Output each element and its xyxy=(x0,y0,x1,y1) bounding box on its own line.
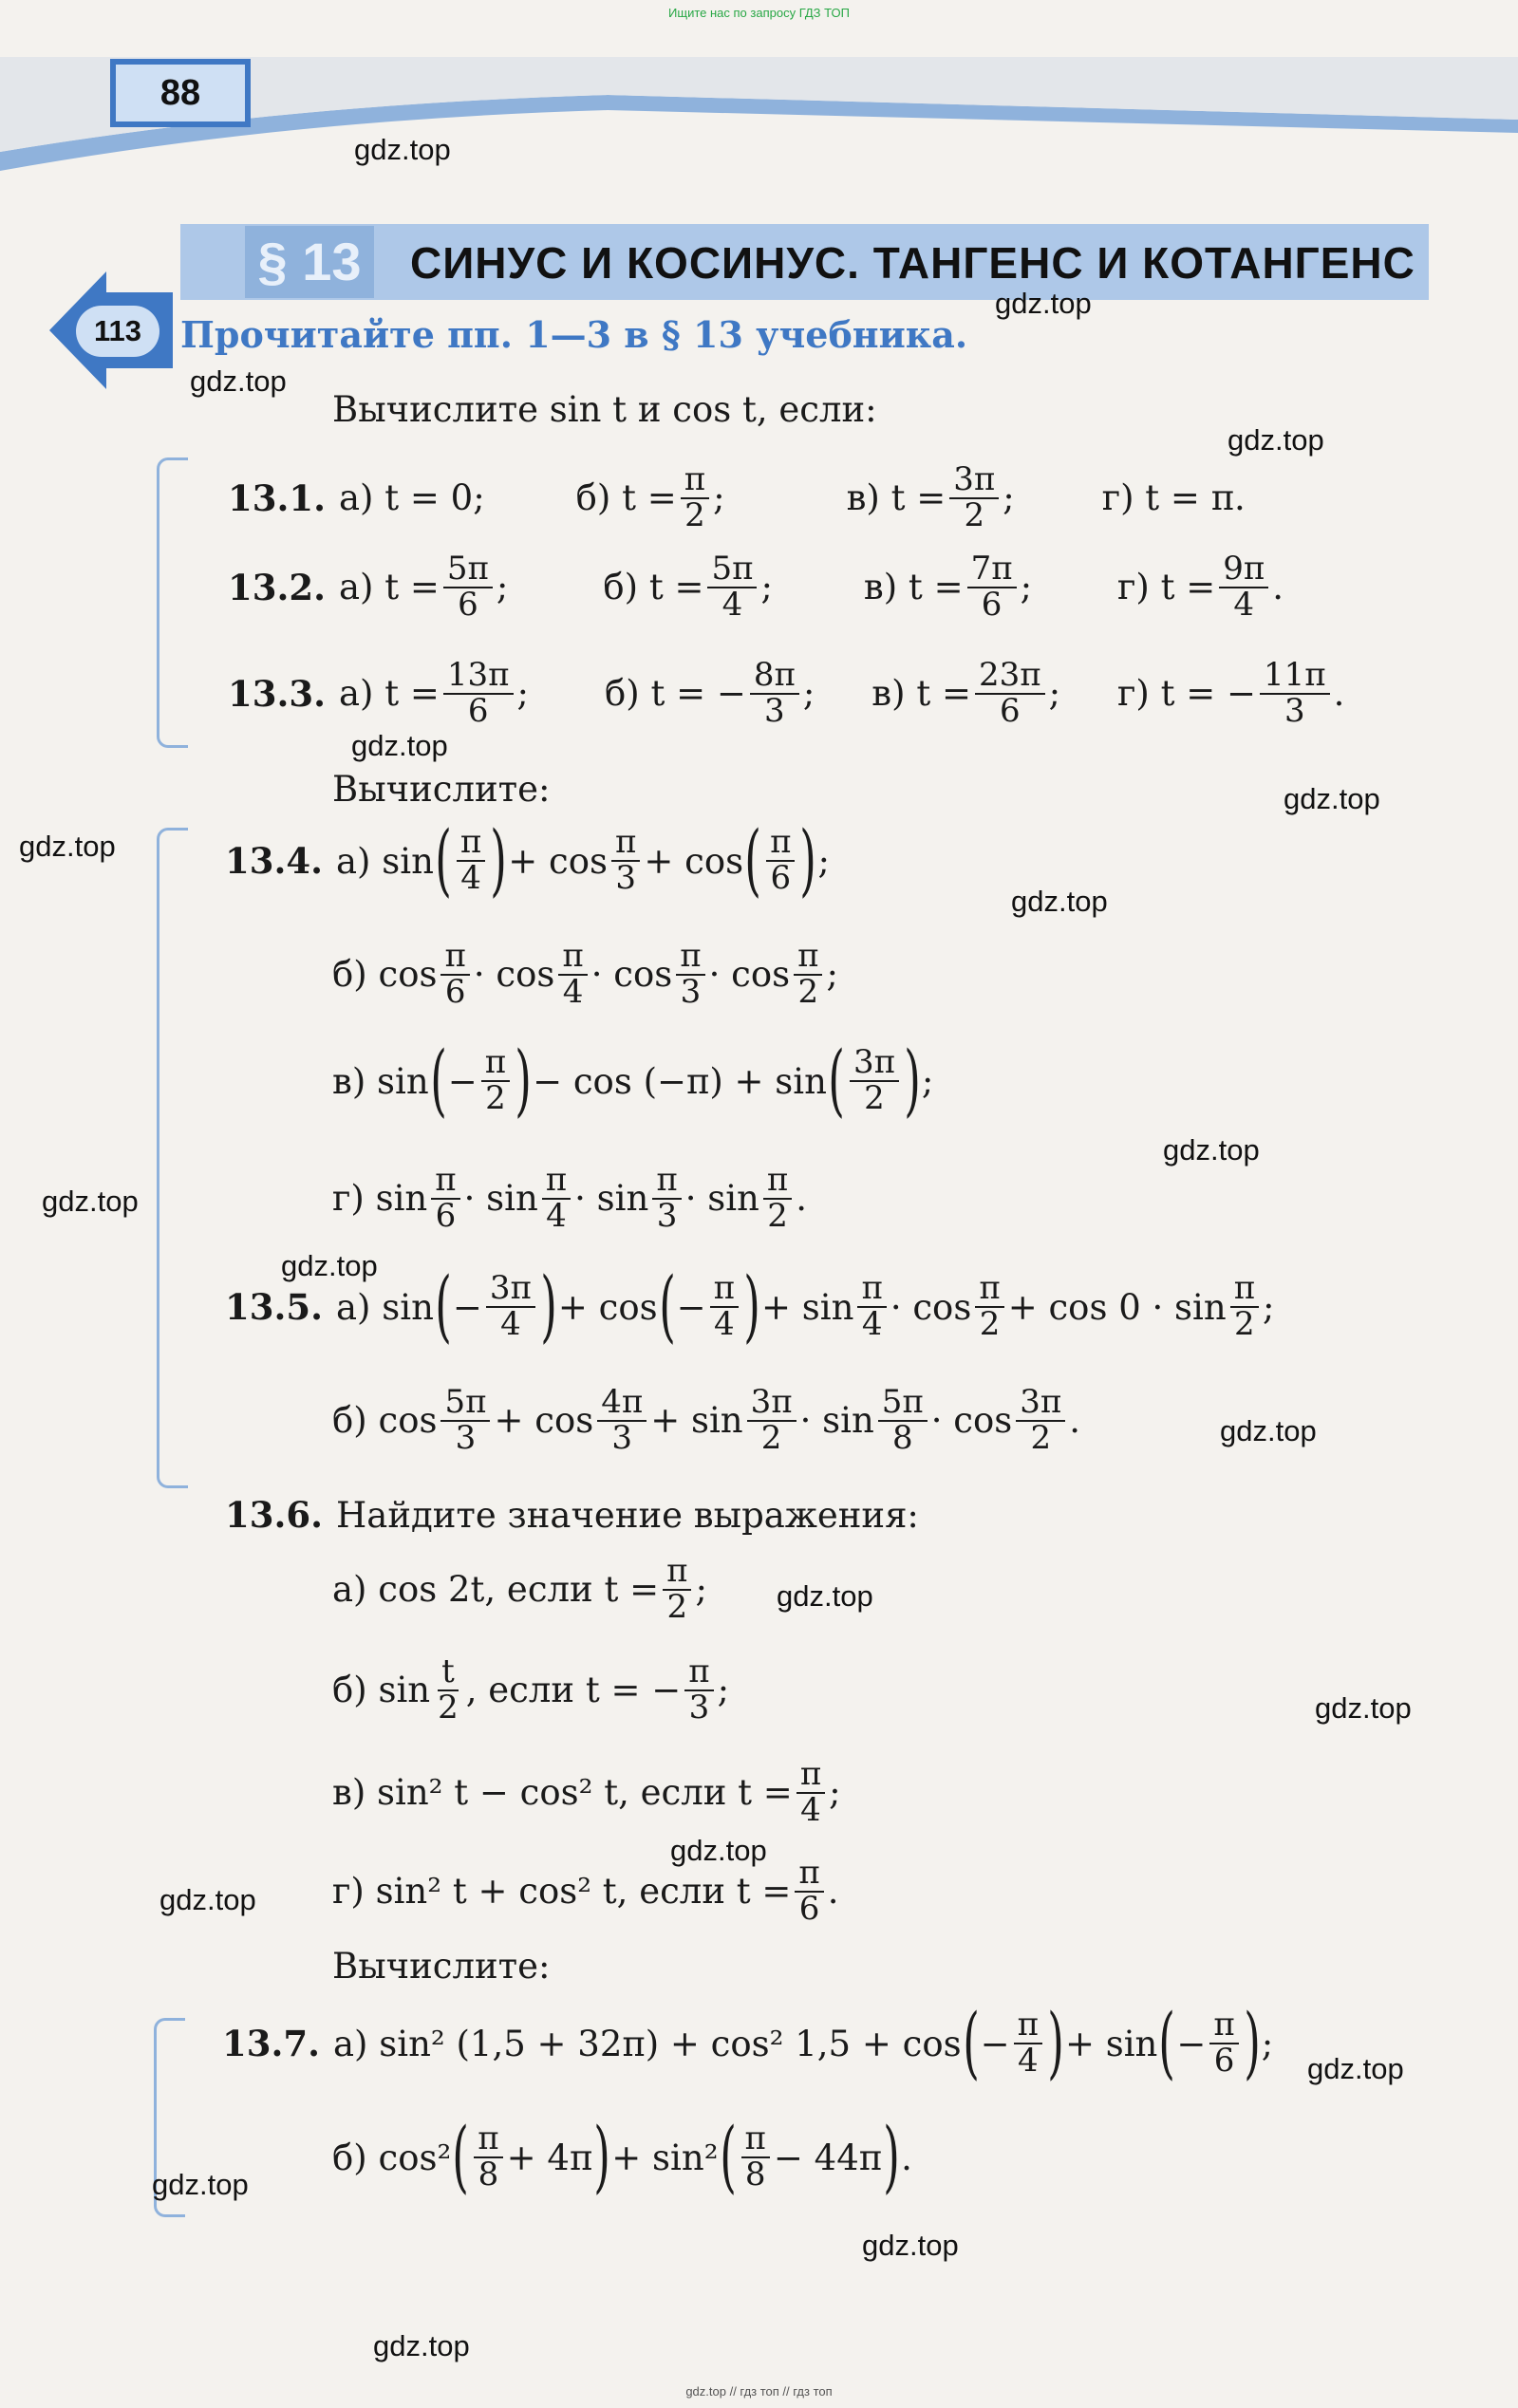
semicolon: ; xyxy=(760,567,773,608)
fraction xyxy=(1209,2008,1238,2078)
denominator: 8 xyxy=(891,1418,913,1457)
problem-13-4-b xyxy=(332,937,838,1011)
paren-open: ( xyxy=(962,1998,980,2088)
period: . xyxy=(827,1871,839,1913)
problem-13-7-b xyxy=(332,2112,912,2202)
watermark: gdz.top xyxy=(1228,423,1324,457)
text: + sin xyxy=(650,1400,743,1442)
numerator: π xyxy=(681,463,709,499)
problem-13-3 xyxy=(228,656,1345,730)
part-a: а) t = xyxy=(339,567,440,608)
text: , если t = − xyxy=(465,1670,682,1711)
numerator: 5π xyxy=(440,1386,490,1422)
fraction xyxy=(857,1269,886,1343)
numerator: π xyxy=(611,826,640,862)
paren-close: ) xyxy=(515,1036,532,1126)
watermark: gdz.top xyxy=(862,2229,959,2262)
text: Найдите значение выражения: xyxy=(336,1494,919,1536)
paren-open: ( xyxy=(719,2112,737,2202)
numerator: π xyxy=(684,1655,713,1691)
fraction xyxy=(597,1383,647,1457)
numerator: π xyxy=(741,2122,770,2158)
numerator: π xyxy=(542,1164,571,1200)
denominator: 3 xyxy=(680,972,702,1011)
text: + cos xyxy=(644,840,744,882)
fraction xyxy=(795,1854,823,1928)
part-a: а) t = 0; xyxy=(339,477,485,519)
paren-close: ) xyxy=(904,1036,921,1126)
text: в) sin² t − cos² t, если t = xyxy=(332,1772,793,1814)
part-v: в) t = xyxy=(871,673,971,715)
fraction xyxy=(474,2119,502,2193)
problem-number: 13.7. xyxy=(222,2023,320,2064)
text: б) cos xyxy=(332,1400,438,1442)
fraction xyxy=(707,552,757,622)
watermark: gdz.top xyxy=(777,1579,873,1613)
fraction xyxy=(440,937,469,1011)
numerator: 3π xyxy=(486,1272,535,1308)
numerator: π xyxy=(474,2122,502,2158)
problem-number: 13.1. xyxy=(228,476,326,519)
denominator: 2 xyxy=(684,495,705,534)
fraction xyxy=(796,1755,825,1829)
denominator: 8 xyxy=(478,2156,499,2193)
numerator: 11π xyxy=(1260,659,1330,695)
numerator: π xyxy=(440,940,469,976)
numerator: 9π xyxy=(1219,552,1268,588)
paren-close: ) xyxy=(540,1261,557,1352)
paren-close: ) xyxy=(593,2112,611,2202)
part-g: г) t = − xyxy=(1117,673,1257,715)
paren-close: ) xyxy=(1047,1998,1064,2088)
paren-open: ( xyxy=(429,1036,447,1126)
text: + cos xyxy=(494,1400,594,1442)
denominator: 6 xyxy=(798,1889,820,1928)
denominator: 2 xyxy=(760,1418,782,1457)
part-g: г) t = xyxy=(1117,567,1216,608)
problem-number: 13.3. xyxy=(228,672,326,715)
numerator: π xyxy=(652,1164,681,1200)
denominator: 4 xyxy=(714,1305,735,1343)
numerator: π xyxy=(1014,2008,1042,2044)
part-b: б) t = xyxy=(603,567,704,608)
semicolon: ; xyxy=(817,840,830,882)
minus: − xyxy=(676,1286,706,1328)
text: · sin xyxy=(574,1178,649,1220)
fraction xyxy=(967,552,1017,622)
watermark: gdz.top xyxy=(19,830,116,863)
paren-open: ( xyxy=(744,815,761,905)
numerator: 4π xyxy=(597,1386,647,1422)
numerator: π xyxy=(676,940,704,976)
fraction xyxy=(1014,2008,1042,2078)
numerator: 5π xyxy=(878,1386,928,1422)
denominator: 2 xyxy=(767,1196,788,1235)
denominator: 2 xyxy=(797,972,819,1011)
numerator: π xyxy=(710,1272,739,1308)
problem-13-6-title xyxy=(225,1494,919,1536)
denominator: 4 xyxy=(861,1305,883,1343)
semicolon: ; xyxy=(1261,2023,1274,2064)
watermark: gdz.top xyxy=(1307,2052,1404,2085)
section-title: СИНУС И КОСИНУС. ТАНГЕНС И КОТАНГЕНС xyxy=(410,238,1415,288)
part-g: г) t = π. xyxy=(1101,477,1246,519)
period: . xyxy=(1333,673,1345,715)
heading-compute-sin-cos: Вычислите sin t и cos t, если: xyxy=(332,389,877,430)
watermark: gdz.top xyxy=(159,1883,256,1916)
denominator: 4 xyxy=(562,972,584,1011)
denominator: 3 xyxy=(455,1418,477,1457)
denominator: 3 xyxy=(764,691,785,730)
watermark: gdz.top xyxy=(1220,1414,1317,1447)
paren-close: ) xyxy=(743,1261,760,1352)
semicolon: ; xyxy=(516,673,529,715)
paren-open: ( xyxy=(435,1261,452,1352)
minus: − xyxy=(980,2023,1010,2064)
paren-close: ) xyxy=(883,2112,900,2202)
denominator: 2 xyxy=(1234,1305,1255,1343)
numerator: π xyxy=(794,940,822,976)
text: − 44π xyxy=(773,2137,883,2178)
text: · cos xyxy=(590,954,673,996)
text: а) sin xyxy=(336,1286,434,1328)
bottom-note: gdz.top // гдз топ // гдз топ xyxy=(685,2384,833,2399)
denominator: 4 xyxy=(500,1305,521,1343)
problem-number: 13.5. xyxy=(225,1286,323,1328)
watermark: gdz.top xyxy=(995,287,1092,320)
watermark: gdz.top xyxy=(42,1185,139,1218)
denominator: 6 xyxy=(770,859,792,897)
text: г) sin² t + cos² t, если t = xyxy=(332,1871,792,1913)
text: − cos (−π) + sin xyxy=(533,1060,827,1102)
numerator: 13π xyxy=(443,659,514,695)
fraction xyxy=(1230,1269,1259,1343)
fraction xyxy=(766,823,795,897)
part-v: в) t = xyxy=(863,567,964,608)
text: + sin xyxy=(1064,2023,1158,2064)
numerator: π xyxy=(763,1164,792,1200)
denominator: 4 xyxy=(546,1196,567,1235)
semicolon: ; xyxy=(695,1569,707,1611)
text: б) sin xyxy=(332,1670,431,1711)
denominator: 4 xyxy=(1017,2042,1039,2080)
denominator: 2 xyxy=(1030,1418,1052,1457)
fraction xyxy=(747,1383,796,1457)
semicolon: ; xyxy=(1263,1286,1275,1328)
minus: − xyxy=(1176,2023,1207,2064)
denominator: 3 xyxy=(656,1196,678,1235)
text: · sin xyxy=(684,1178,759,1220)
fraction xyxy=(611,823,640,897)
fraction xyxy=(558,937,587,1011)
problem-13-7-a xyxy=(222,1998,1274,2088)
semicolon: ; xyxy=(717,1670,730,1711)
denominator: 2 xyxy=(666,1587,688,1626)
problem-13-6-a xyxy=(332,1552,707,1626)
problem-13-6-v xyxy=(332,1755,841,1829)
watermark: gdz.top xyxy=(354,133,451,166)
paren-close: ) xyxy=(490,815,508,905)
denominator: 3 xyxy=(688,1688,710,1727)
fraction xyxy=(440,1383,490,1457)
denominator: 2 xyxy=(864,1079,885,1117)
denominator: 4 xyxy=(722,585,743,624)
text: + 4π xyxy=(506,2137,593,2178)
text: · cos xyxy=(708,954,791,996)
denominator: 6 xyxy=(467,691,489,730)
numerator: π xyxy=(457,826,485,862)
fraction xyxy=(1219,552,1268,622)
watermark: gdz.top xyxy=(670,1834,767,1867)
text: г) sin xyxy=(332,1178,428,1220)
watermark: gdz.top xyxy=(373,2329,470,2362)
text: · cos xyxy=(930,1400,1013,1442)
heading-compute: Вычислите: xyxy=(332,769,551,810)
paren-open: ( xyxy=(658,1261,676,1352)
semicolon: ; xyxy=(802,673,815,715)
semicolon: ; xyxy=(829,1772,841,1814)
fraction xyxy=(663,1552,691,1626)
problem-number: 13.6. xyxy=(225,1494,323,1536)
text: + sin xyxy=(761,1286,854,1328)
fraction xyxy=(481,1043,510,1117)
paragraph-badge: § 13 xyxy=(245,226,374,298)
fraction xyxy=(443,656,514,730)
numerator: π xyxy=(1230,1272,1259,1308)
part-b: б) t = − xyxy=(604,673,746,715)
part-a: а) t = xyxy=(339,673,440,715)
numerator: 3π xyxy=(949,463,999,499)
numerator: 3π xyxy=(747,1386,796,1422)
text: + sin² xyxy=(611,2137,719,2178)
semicolon: ; xyxy=(1003,477,1015,519)
watermark: gdz.top xyxy=(152,2168,249,2201)
numerator: 3π xyxy=(850,1046,899,1082)
denominator: 2 xyxy=(438,1688,459,1727)
text: б) cos xyxy=(332,954,438,996)
fraction xyxy=(1260,656,1330,730)
denominator: 6 xyxy=(1213,2042,1235,2080)
page-number: 88 xyxy=(110,59,251,127)
denominator: 3 xyxy=(1284,691,1305,730)
numerator: π xyxy=(1209,2008,1238,2044)
denominator: 8 xyxy=(744,2156,766,2193)
period: . xyxy=(1272,567,1284,608)
fraction xyxy=(850,1043,899,1117)
denominator: 6 xyxy=(444,972,466,1011)
denominator: 6 xyxy=(999,691,1021,730)
semicolon: ; xyxy=(496,567,509,608)
fraction xyxy=(681,460,709,534)
paren-open: ( xyxy=(828,1036,845,1126)
numerator: 5π xyxy=(707,552,757,588)
fraction xyxy=(949,460,999,534)
denominator: 4 xyxy=(1233,585,1255,624)
numerator: π xyxy=(558,940,587,976)
problem-13-4-a xyxy=(225,815,830,905)
fraction xyxy=(741,2119,770,2193)
fraction xyxy=(542,1161,571,1235)
semicolon: ; xyxy=(1048,673,1061,715)
denominator: 4 xyxy=(460,859,481,897)
semicolon: ; xyxy=(921,1060,934,1102)
group-bracket xyxy=(157,457,188,748)
text: + cos xyxy=(508,840,609,882)
instruction-text: Прочитайте пп. 1—3 в § 13 учебника. xyxy=(180,313,968,356)
period: . xyxy=(796,1178,807,1220)
numerator: π xyxy=(431,1164,459,1200)
watermark: gdz.top xyxy=(1284,782,1380,815)
fraction xyxy=(794,937,822,1011)
fraction xyxy=(443,552,493,622)
watermark: gdz.top xyxy=(1315,1691,1412,1725)
paren-open: ( xyxy=(1158,1998,1176,2088)
group-bracket xyxy=(157,828,188,1488)
denominator: 6 xyxy=(981,585,1003,624)
fraction xyxy=(486,1269,535,1343)
problem-13-2 xyxy=(228,552,1284,622)
fraction xyxy=(431,1161,459,1235)
fraction xyxy=(975,1269,1003,1343)
fraction xyxy=(684,1652,713,1727)
numerator: π xyxy=(796,1758,825,1794)
problem-number: 13.2. xyxy=(228,566,326,608)
part-b: б) t = xyxy=(575,477,677,519)
period: . xyxy=(901,2137,912,2178)
watermark: gdz.top xyxy=(281,1249,378,1282)
part-v: в) t = xyxy=(846,477,946,519)
numerator: π xyxy=(857,1272,886,1308)
numerator: 8π xyxy=(750,659,799,695)
numerator: π xyxy=(975,1272,1003,1308)
text: · cos xyxy=(890,1286,972,1328)
problem-13-4-g xyxy=(332,1161,807,1235)
denominator: 4 xyxy=(800,1790,821,1829)
denominator: 3 xyxy=(611,1418,633,1457)
fraction xyxy=(763,1161,792,1235)
fraction xyxy=(878,1383,928,1457)
fraction xyxy=(434,1652,462,1727)
watermark: gdz.top xyxy=(1163,1133,1260,1167)
denominator: 6 xyxy=(435,1196,457,1235)
fraction xyxy=(676,937,704,1011)
semicolon: ; xyxy=(826,954,838,996)
period: . xyxy=(1069,1400,1081,1442)
fraction xyxy=(975,656,1045,730)
numerator: π xyxy=(481,1046,510,1082)
text: + cos 0 · sin xyxy=(1007,1286,1227,1328)
text: а) cos 2t, если t = xyxy=(332,1569,660,1611)
fraction xyxy=(652,1161,681,1235)
denominator: 2 xyxy=(979,1305,1001,1343)
watermark: gdz.top xyxy=(190,364,287,398)
semicolon: ; xyxy=(1020,567,1033,608)
numerator: 7π xyxy=(967,552,1017,588)
denominator: 2 xyxy=(964,495,985,534)
problem-13-6-b xyxy=(332,1652,730,1727)
problem-13-4-v xyxy=(332,1036,934,1126)
minus: − xyxy=(452,1286,482,1328)
numerator: π xyxy=(795,1857,823,1893)
fraction xyxy=(1016,1383,1065,1457)
denominator: 6 xyxy=(458,585,478,624)
text: в) sin xyxy=(332,1060,429,1102)
text: + cos xyxy=(557,1286,658,1328)
numerator: t xyxy=(438,1655,459,1691)
numerator: 5π xyxy=(443,552,493,588)
problem-number: 13.4. xyxy=(225,840,323,882)
fraction xyxy=(710,1269,739,1343)
text: а) sin² (1,5 + 32π) + cos² 1,5 + cos xyxy=(333,2023,962,2064)
exercise-badge: 113 xyxy=(76,306,159,357)
watermark: gdz.top xyxy=(1011,885,1108,918)
text: · sin xyxy=(463,1178,538,1220)
paren-open: ( xyxy=(452,2112,470,2202)
text: б) cos² xyxy=(332,2137,452,2178)
numerator: 23π xyxy=(975,659,1045,695)
semicolon: ; xyxy=(713,477,725,519)
text: · cos xyxy=(473,954,555,996)
numerator: 3π xyxy=(1016,1386,1065,1422)
heading-compute: Вычислите: xyxy=(332,1946,551,1987)
paren-open: ( xyxy=(435,815,452,905)
paren-close: ) xyxy=(1243,1998,1261,2088)
text: · sin xyxy=(799,1400,874,1442)
fraction xyxy=(750,656,799,730)
numerator: π xyxy=(663,1555,691,1591)
denominator: 2 xyxy=(485,1079,506,1117)
minus: − xyxy=(447,1060,478,1102)
problem-13-1 xyxy=(228,460,1246,534)
problem-13-5-b xyxy=(332,1383,1081,1457)
text: а) sin xyxy=(336,840,434,882)
watermark: gdz.top xyxy=(351,729,448,762)
top-note: Ищите нас по запросу ГДЗ ТОП xyxy=(668,6,850,20)
paren-close: ) xyxy=(799,815,817,905)
numerator: π xyxy=(766,826,795,862)
denominator: 3 xyxy=(615,859,637,897)
fraction xyxy=(457,823,485,897)
